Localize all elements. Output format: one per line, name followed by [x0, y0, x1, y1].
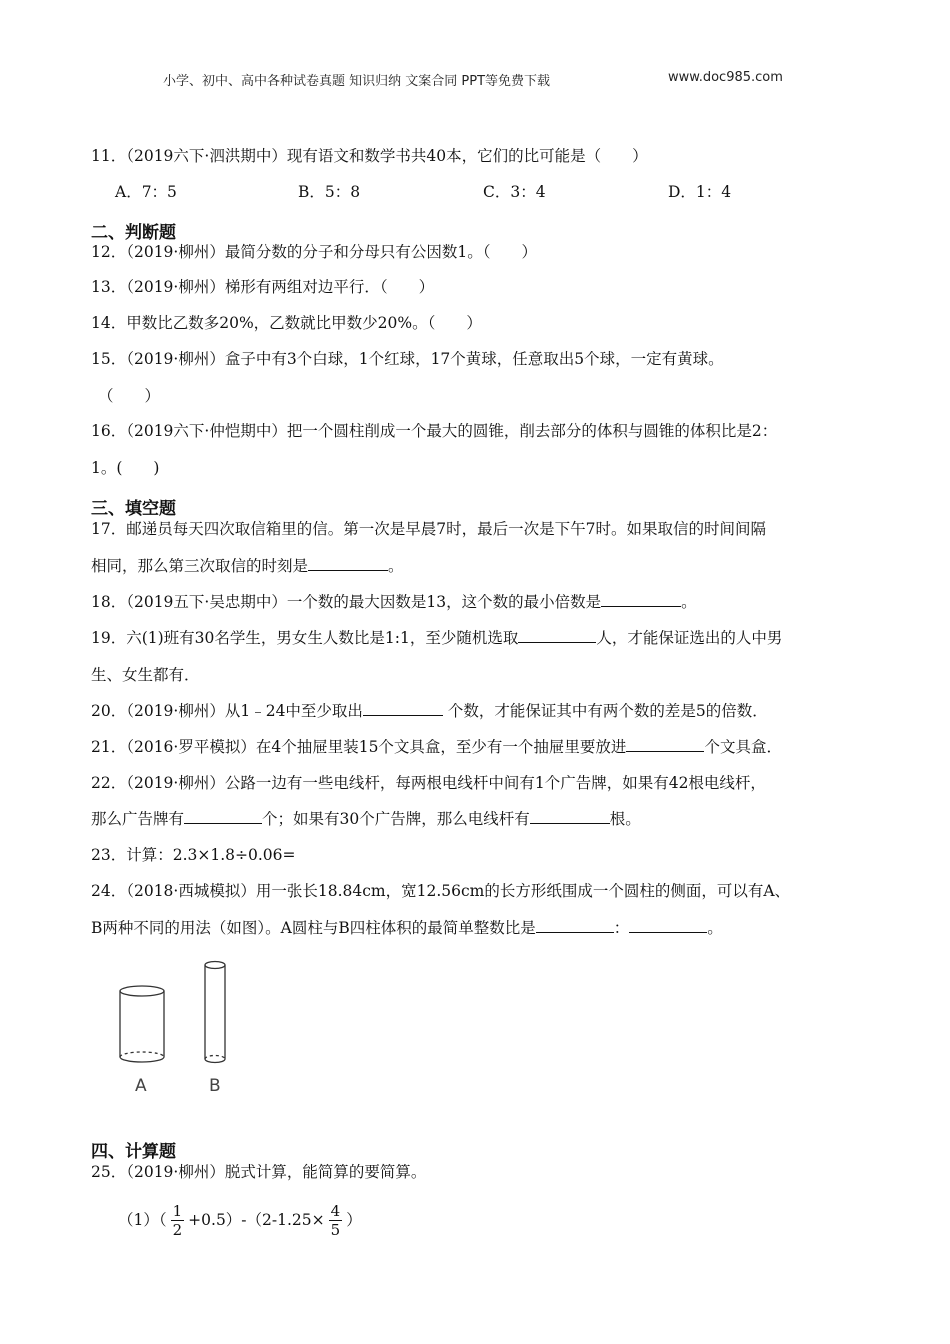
fraction-denominator: 5: [330, 1220, 341, 1239]
cylinder-b-label: B: [209, 1076, 221, 1096]
cylinder-a: [120, 986, 164, 1062]
answer-blank[interactable]: [184, 809, 262, 824]
p1-prefix: （1）（: [118, 1211, 167, 1229]
p1-end: ）: [346, 1211, 362, 1229]
question-19-line2: 生、女生都有．: [91, 666, 200, 684]
question-15-answer: （ ）: [98, 387, 161, 405]
q18-end: 。: [681, 593, 697, 611]
fraction-one-half: [171, 1202, 185, 1239]
header-banner: 小学、初中、高中各种试卷真题 知识归纳 文案合同 PPT等免费下载: [163, 74, 551, 89]
cylinder-figure: [110, 955, 250, 1100]
q22-text-c: 根。: [609, 810, 641, 828]
option-d: D．1：4: [668, 183, 732, 201]
q22-text-a: 那么广告牌有: [91, 810, 185, 828]
cylinder-a-label: A: [135, 1076, 147, 1096]
q18-text: 18．（2019五下·吴忠期中）一个数的最大因数是13，这个数的最小倍数是: [91, 593, 602, 611]
section-heading-calc: 四、计算题: [91, 1142, 176, 1162]
option-b: B．5：8: [298, 183, 361, 201]
question-13: 13．（2019·柳州）梯形有两组对边平行．（ ）: [91, 278, 435, 296]
option-c: C．3：4: [483, 183, 546, 201]
answer-blank[interactable]: [308, 556, 388, 571]
q24-end: 。: [707, 919, 723, 937]
question-23: 23．计算：2.3×1.8÷0.06=: [91, 846, 296, 864]
section-heading-fill: 三、填空题: [91, 499, 176, 519]
fraction-denominator: 2: [172, 1220, 183, 1239]
fraction-four-fifths: [329, 1202, 343, 1239]
q19-end: 人，才能保证选出的人中男: [596, 629, 783, 647]
question-19: [91, 628, 782, 648]
question-25-part-1: [118, 1198, 362, 1242]
cylinder-b: [205, 962, 225, 1063]
option-a: A．7：5: [115, 183, 177, 201]
question-11: 11．（2019六下·泗洪期中）现有语文和数学书共40本，它们的比可能是（ ）: [91, 147, 648, 165]
q19-text: 19．六(1)班有30名学生，男女生人数比是1:1，至少随机选取: [91, 629, 519, 647]
answer-blank[interactable]: [601, 592, 681, 607]
q24-colon: ：: [613, 919, 630, 937]
p1-middle: +0.5）-（2-1.25×: [188, 1211, 325, 1229]
section-heading-judge: 二、判断题: [91, 223, 176, 243]
answer-blank[interactable]: [626, 737, 704, 752]
q20-end: 个数，才能保证其中有两个数的差是5的倍数．: [442, 702, 768, 720]
answer-blank[interactable]: [363, 701, 443, 716]
answer-blank[interactable]: [629, 918, 707, 933]
question-15: 15．（2019·柳州）盒子中有3个白球，1个红球，17个黄球，任意取出5个球，一定有黄球。: [91, 350, 724, 368]
question-24-line2: [91, 918, 723, 938]
q22-text-b: 个；如果有30个广告牌，那么电线杆有: [262, 810, 530, 828]
question-14: 14．甲数比乙数多20%，乙数就比甲数少20%。（ ）: [91, 314, 482, 332]
answer-blank[interactable]: [518, 628, 596, 643]
question-17-line2: [91, 556, 404, 576]
q21-text: 21．（2016·罗平模拟）在4个抽屉里装15个文具盒，至少有一个抽屉里要放进: [91, 738, 627, 756]
q17-end: 。: [388, 557, 404, 575]
cylinder-diagram: [110, 955, 250, 1100]
fraction-numerator: 1: [172, 1201, 183, 1220]
question-22-line2: [91, 809, 641, 829]
q17-text: 相同，那么第三次取信的时刻是: [91, 557, 309, 575]
question-22: 22．（2019·柳州）公路一边有一些电线杆，每两根电线杆中间有1个广告牌，如果有42根电线杆，: [91, 774, 766, 792]
header-site-url[interactable]: www.doc985.com: [668, 70, 783, 85]
question-20: [91, 701, 768, 721]
question-18: [91, 592, 697, 612]
question-12: 12．（2019·柳州）最简分数的分子和分母只有公因数1。（ ）: [91, 243, 537, 261]
fraction-numerator: 4: [330, 1201, 341, 1220]
answer-blank[interactable]: [530, 809, 610, 824]
q24-text: B两种不同的用法（如图）。A圆柱与B四柱体积的最简单整数比是: [91, 919, 536, 937]
q20-text: 20．（2019·柳州）从1﹣24中至少取出: [91, 702, 363, 720]
question-16-answer: 1。( ): [91, 459, 160, 477]
question-24: 24．（2018·西城模拟）用一张长18.84cm，宽12.56cm的长方形纸围成一个圆柱的侧面，可以有A、: [91, 882, 791, 900]
question-17: 17．邮递员每天四次取信箱里的信。第一次是早晨7时，最后一次是下午7时。如果取信的时间间隔: [91, 520, 766, 538]
q21-end: 个文具盒．: [704, 738, 782, 756]
question-16: 16．（2019六下·仲恺期中）把一个圆柱削成一个最大的圆锥，削去部分的体积与圆锥的体积比是2：: [91, 422, 778, 440]
question-25: 25．（2019·柳州）脱式计算，能简算的要简算。: [91, 1163, 427, 1181]
answer-blank[interactable]: [536, 918, 614, 933]
question-21: [91, 737, 782, 757]
